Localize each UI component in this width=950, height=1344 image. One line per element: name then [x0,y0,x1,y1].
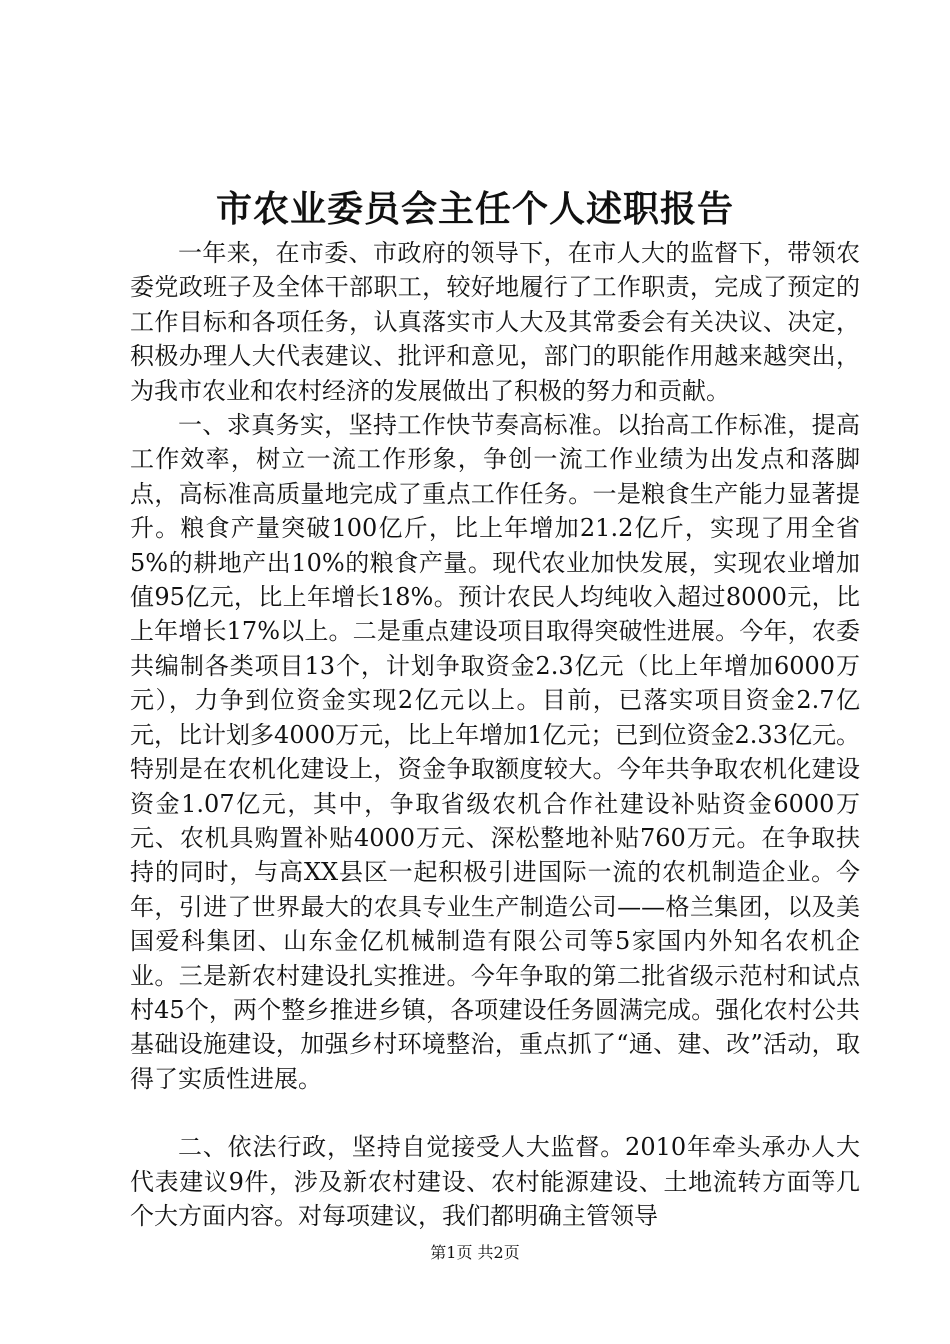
paragraph-intro: 一年来，在市委、市政府的领导下，在市人大的监督下，带领农委党政班子及全体干部职工，较好地履行了工作职责，完成了预定的工作目标和各项任务，认真落实市人大及其常委会有关决议、决定，积极办理人大代表建议、批评和意见，部门的职能作用越来越突出，为我市农业和农村经济的发展做出了积极的努力和贡献。 [130,239,860,405]
document-title: 市农业委员会主任个人述职报告 [215,188,734,230]
document-body [130,236,860,1233]
paragraph-section-two: 二、依法行政，坚持自觉接受人大监督。2010年牵头承办人大代表建议9件，涉及新农村建设、农村能源建设、土地流转方面等几个大方面内容。对每项建议，我们都明确主管领导 [130,1133,860,1230]
paragraph-spacer [130,1096,860,1130]
page-number-footer: 第1页 共2页 [430,1243,520,1262]
paragraph-section-one: 一、求真务实，坚持工作快节奏高标准。以抬高工作标准，提高工作效率，树立一流工作形象，争创一流工作业绩为出发点和落脚点，高标准高质量地完成了重点工作任务。一是粮食生产能力显著提升。粮食产量突破100亿斤，比上年增加21.2亿斤，实现了用全省5%的耕地产出10%的粮食产量。现代农业加快发展，实现农业增加值95亿元，比上年增长18%。预计农民人均纯收入超过8000元，比上年增长17%以上。二是重点建设项目取得突破性进展。今年，农委共编制各类项目13个，计划争取资金2.3亿元（比上年增加6000万元），力争到位资金实现2亿元以上。目前，已落实项目资金2.7亿元，比计划多4000万元，比上年增加1亿元；已到位资金2.33亿元。特别是在农机化建设上，资金争取额度较大。今年共争取农机化建设资金1.07亿元，其中，争取省级农机合作社建设补贴资金6000万元、农机具购置补贴4000万元、深松整地补贴760万元。在争取扶持的同时，与高XX县区一起积极引进国际一流的农机制造企业。今年，引进了世界最大的农具专业生产制造公司——格兰集团，以及美国爱科集团、山东金亿机械制造有限公司等5家国内外知名农机企业。三是新农村建设扎实推进。今年争取的第二批省级示范村和试点村45个，两个整乡推进乡镇，各项建设任务圆满完成。强化农村公共基础设施建设，加强乡村环境整治，重点抓了“通、建、改”活动，取得了实质性进展。 [130,411,860,1093]
